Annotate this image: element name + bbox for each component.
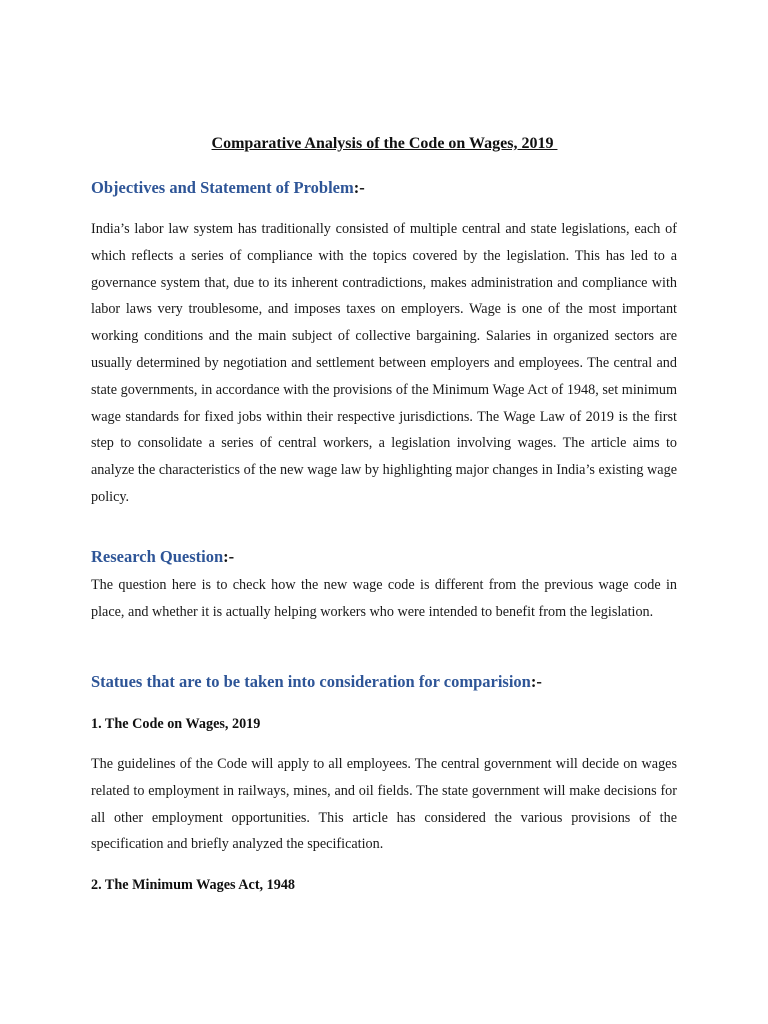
code-on-wages-paragraph: The guidelines of the Code will apply to all employees. The central government will decide on wages related to employment in railways, mines, and oil fields. The state government will make decisions for all other employment opportunities. This article has considered the various provisions of the specification and briefly analyzed the specification. [91,756,677,853]
section-heading-objectives-suffix: :- [353,178,365,197]
section-heading-research-question-suffix: :- [223,547,235,566]
section-heading-objectives [91,177,365,199]
document-title: Comparative Analysis of the Code on Wages, 2019 [211,135,558,152]
section-heading-statutes-text: Statues that are to be taken into consideration for comparision [91,672,531,691]
statute-heading-minimum-wages-act: 2. The Minimum Wages Act, 1948 [91,877,296,893]
section-heading-statutes [91,671,542,693]
objectives-paragraph: India’s labor law system has traditionally consisted of multiple central and state legislations, each of which reflects a series of compliance with the topics covered by the legislation. This has led to a governance system that, due to its inherent contradictions, makes administration and compliance with labor laws very troublesome, and imposes taxes on employers. Wage is one of the most important working conditions and the main subject of collective bargaining. Salaries in organized sectors are usually determined by negotiation and settlement between employers and employees. The central and state governments, in accordance with the provisions of the Minimum Wage Act of 1948, set minimum wage standards for fixed jobs within their respective jurisdictions. The Wage Law of 2019 is the first step to consolidate a series of central workers, a legislation involving wages. The article aims to analyze the characteristics of the new wage law by highlighting major changes in India’s existing wage policy. [91,221,677,505]
section-heading-objectives-text: Objectives and Statement of Problem [91,178,354,197]
document-page [91,0,678,1024]
section-heading-research-question-text: Research Question [91,547,224,566]
research-question-paragraph: The question here is to check how the new wage code is different from the previous wage code in place, and whether it is actually helping workers who were intended to benefit from the legislation. [91,577,677,620]
statute-heading-code-on-wages: 1. The Code on Wages, 2019 [91,716,261,732]
section-heading-research-question [91,546,234,568]
section-heading-statutes-suffix: :- [530,672,542,691]
